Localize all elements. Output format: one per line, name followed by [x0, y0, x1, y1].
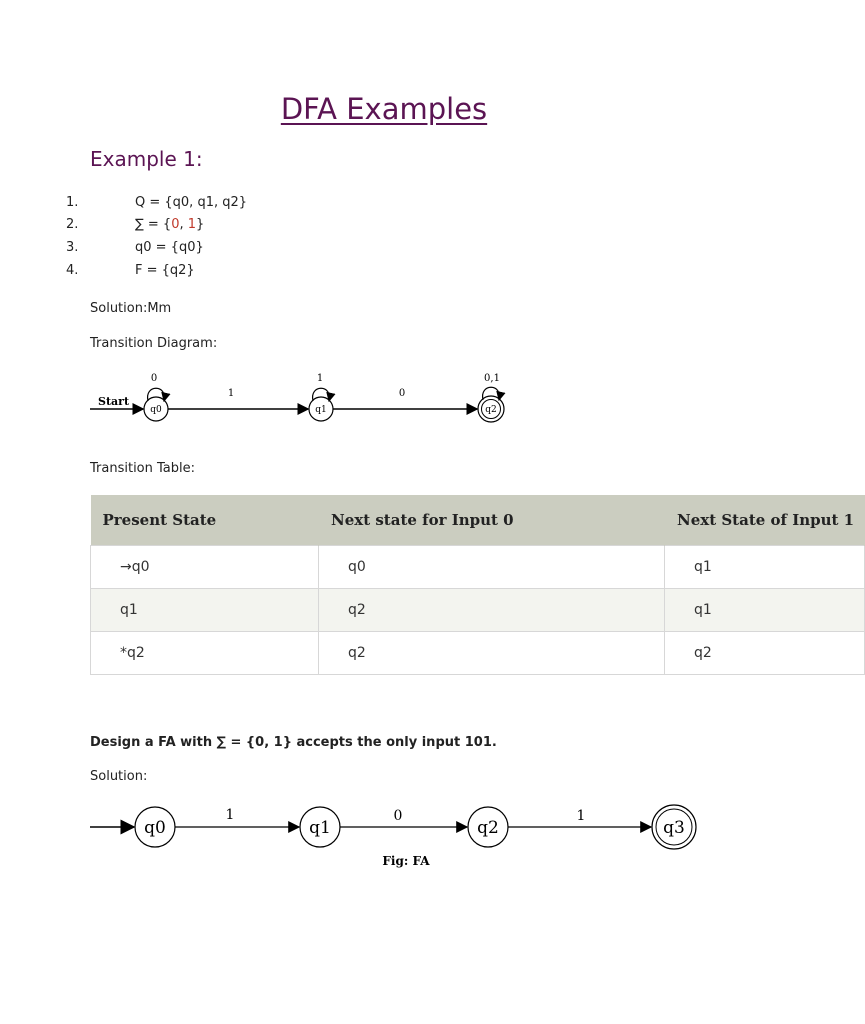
table-row [91, 546, 865, 589]
start-label: Start [98, 395, 130, 408]
edge-label: 1 [227, 388, 235, 399]
state-label: q1 [309, 818, 331, 838]
table-cell: q0 [319, 546, 665, 589]
solution-label-2: Solution: [90, 769, 148, 784]
table-cell: q1 [665, 546, 865, 589]
table-cell: →q0 [91, 546, 319, 589]
column-header: Next State of Input 1 [665, 495, 865, 546]
edge-label: 1 [225, 807, 235, 823]
table-row [91, 632, 865, 675]
table-row [91, 589, 865, 632]
state-label: q3 [663, 818, 685, 838]
question-text: Design a FA with ∑ = {0, 1} accepts the only input 101. [90, 735, 497, 750]
solution-label: Solution:Mm [90, 301, 172, 316]
edge-label: 1 [576, 808, 586, 824]
column-header: Present State [91, 495, 319, 546]
state-label: q2 [477, 818, 499, 838]
example-heading: Example 1: [90, 147, 203, 171]
table-header-row [91, 495, 865, 546]
loop-label: 1 [316, 373, 324, 384]
table-cell: q1 [91, 589, 319, 632]
table-label: Transition Table: [90, 461, 195, 476]
column-header: Next state for Input 0 [319, 495, 665, 546]
edge-label: 0 [393, 808, 403, 824]
state-label: q0 [150, 405, 162, 415]
diagram-label: Transition Diagram: [90, 336, 218, 351]
loop-label: 0,1 [484, 373, 500, 384]
figure-caption: Fig: FA [382, 854, 430, 868]
fa-diagram [0, 795, 768, 875]
state-label: q0 [144, 818, 166, 838]
page-title: DFA Examples [280, 92, 488, 126]
table-cell: q2 [319, 632, 665, 675]
table-cell: *q2 [91, 632, 319, 675]
transition-table [90, 495, 865, 675]
state-label: q1 [315, 405, 327, 415]
transition-diagram [0, 360, 768, 440]
table-cell: q1 [665, 589, 865, 632]
loop-label: 0 [150, 373, 158, 384]
table-cell: q2 [665, 632, 865, 675]
edge-label: 0 [398, 388, 406, 399]
state-label: q2 [485, 405, 497, 415]
table-cell: q2 [319, 589, 665, 632]
